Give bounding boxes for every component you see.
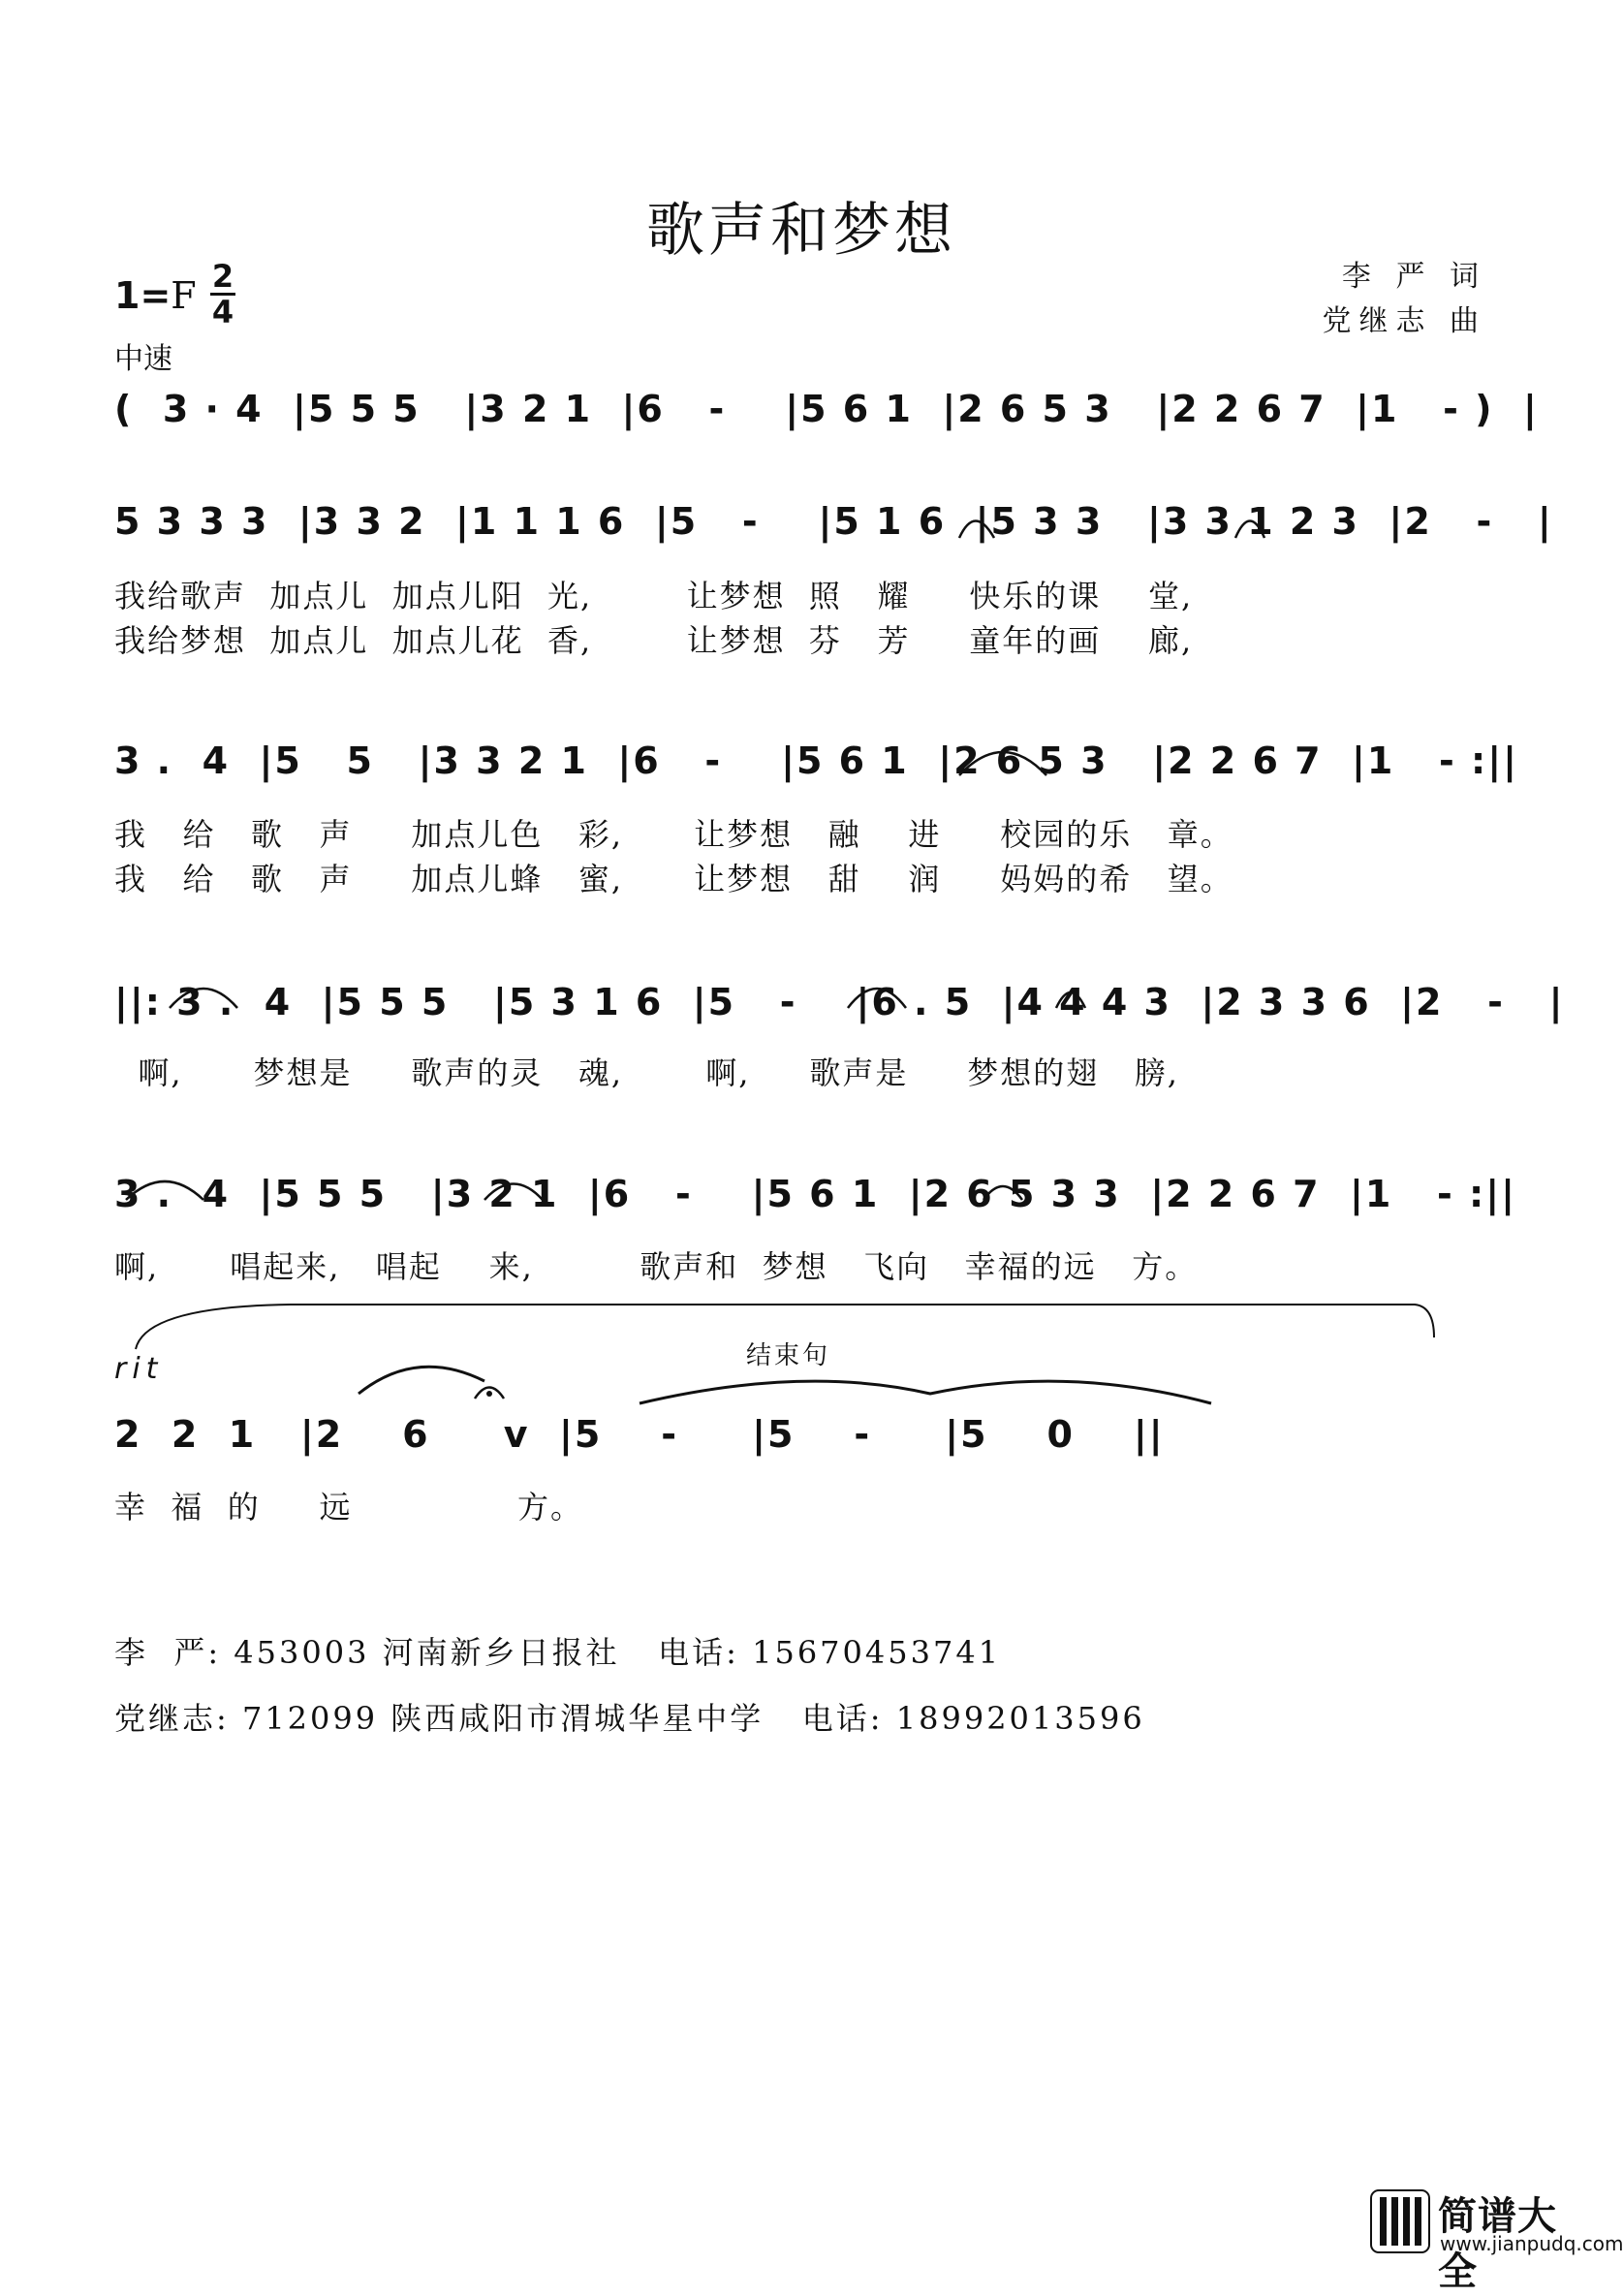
composer-credit: 党继志 曲 <box>1322 304 1486 338</box>
notation-line-3: 3 . 4 |5 5 |3 3 2 1 |6 - |5 6 1 |2 6 5 3 |2 2 6 7 |1 - :|| <box>114 739 1518 782</box>
notation-row <box>114 732 1518 790</box>
notation-line-6: 2 2 1 |2 6 v |5 - |5 - |5 0 || <box>114 1413 1165 1456</box>
lyric-line: 幸 福 的 远 方。 <box>114 1489 583 1525</box>
notation-line-2: 5 3 3 3 |3 3 2 |1 1 1 6 |5 - |5 1 6 |5 3 3 |3 3 1 2 3 |2 - | <box>114 500 1553 543</box>
notation-row <box>114 1405 1490 1463</box>
tie-mark <box>359 1367 484 1394</box>
ending-label: 结束句 <box>746 1341 831 1370</box>
key-signature <box>114 274 197 317</box>
lyric-line: 我给梦想 加点儿 加点儿花 香, 让梦想 芬 芳 童年的画 廊, <box>114 622 1194 659</box>
lyric-line: 我给歌声 加点儿 加点儿阳 光, 让梦想 照 耀 快乐的课 堂, <box>114 578 1194 614</box>
song-title: 歌声和梦想 <box>646 197 956 265</box>
ritardando-mark: rit <box>114 1352 164 1386</box>
lyricist-credit: 李 严 词 <box>1341 260 1486 294</box>
site-logo <box>1370 2184 1623 2294</box>
key-tonic: 1 <box>114 274 140 317</box>
notation-line-4: ||: 3 . 4 |5 5 5 |5 3 1 6 |5 - |6 . 5 |4 4 4 3 |2 3 3 6 |2 - | <box>114 981 1565 1023</box>
fermata-mark <box>475 1388 504 1400</box>
meter-bottom: 4 <box>211 294 234 330</box>
lyric-line: 啊, 梦想是 歌声的灵 魂, 啊, 歌声是 梦想的翅 膀, <box>114 1054 1179 1091</box>
logo-url: www.jianpudq.com <box>1440 2232 1623 2255</box>
tie-mark <box>640 1381 1211 1403</box>
lyricist-contact: 李 严: 453003 河南新乡日报社 电话: 15670453741 <box>114 1634 1002 1671</box>
notation-line-1: ( 3 · 4 |5 5 5 |3 2 1 |6 - |5 6 1 |2 6 5 3 |2 2 6 7 |1 - ) | <box>114 388 1539 430</box>
tempo-marking: 中速 <box>114 342 172 376</box>
logo-name: 简谱大全 <box>1438 2194 1557 2294</box>
notation-row <box>114 973 1565 1031</box>
key-equals: = <box>140 274 172 317</box>
notation-row <box>114 380 1539 438</box>
time-signature <box>208 260 237 329</box>
meter-top: 2 <box>211 258 234 295</box>
lyric-line: 我 给 歌 声 加点儿蜂 蜜, 让梦想 甜 润 妈妈的希 望。 <box>114 861 1233 897</box>
key-note: F <box>171 274 197 317</box>
notation-line-5: 3 . 4 |5 5 5 |3 2 1 |6 - |5 6 1 |2 6 5 3 3 |2 2 6 7 |1 - :|| <box>114 1173 1516 1215</box>
notation-row <box>114 492 1553 550</box>
piano-keys-icon <box>1370 2189 1430 2253</box>
lyric-line: 我 给 歌 声 加点儿色 彩, 让梦想 融 进 校园的乐 章。 <box>114 816 1233 853</box>
notation-row <box>114 1165 1516 1223</box>
lyric-line: 啊, 唱起来, 唱起 来, 歌声和 梦想 飞向 幸福的远 方。 <box>114 1248 1199 1285</box>
composer-contact: 党继志: 712099 陕西咸阳市渭城华星中学 电话: 18992013596 <box>114 1700 1145 1737</box>
fermata-dot <box>486 1391 492 1397</box>
